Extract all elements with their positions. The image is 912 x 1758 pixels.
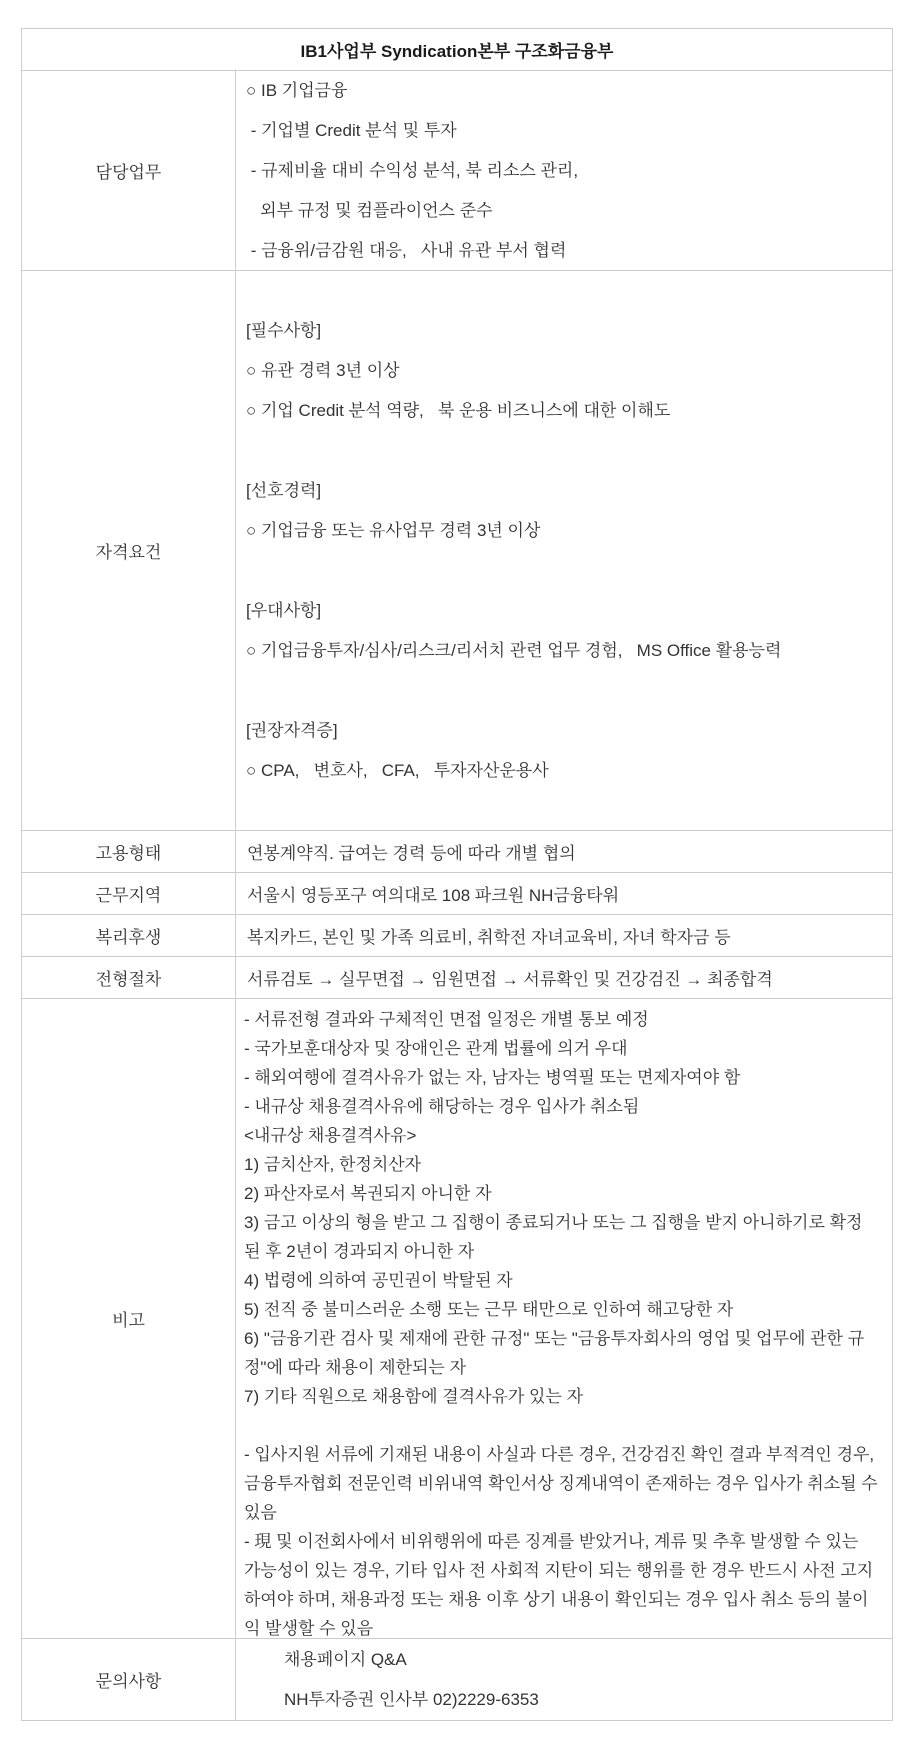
row-label-benefits: 복리후생 — [22, 915, 236, 956]
text-line: 1) 금치산자, 한정치산자 — [244, 1155, 422, 1174]
text-line — [244, 1411, 878, 1440]
text-line: 외부 규정 및 컴플라이언스 준수 — [246, 201, 493, 220]
row-label-duties: 담당업무 — [22, 71, 236, 270]
table-row — [22, 1638, 892, 1720]
job-posting-table — [21, 28, 893, 1721]
text-line — [246, 791, 880, 830]
text-line: 7) 기타 직원으로 채용함에 결격사유가 있는 자 — [244, 1387, 584, 1406]
row-content-notes — [236, 999, 892, 1638]
text-line — [246, 671, 880, 711]
row-content-qualifications — [236, 271, 892, 830]
text-line: ○ 기업금융 또는 유사업무 경력 3년 이상 — [246, 521, 541, 540]
row-label-contact: 문의사항 — [22, 1639, 236, 1720]
table-row — [22, 270, 892, 830]
text-line: 채용페이지 Q&A — [284, 1650, 407, 1669]
text-line: 3) 금고 이상의 형을 받고 그 집행이 종료되거나 또는 그 집행을 받지 아니하기로 확정된 후 2년이 경과되지 아니한 자 — [244, 1213, 863, 1261]
text-line: 서류검토 → 실무면접 → 임원면접 → 서류확인 및 건강검진 → 최종합격 — [247, 970, 773, 989]
text-line: <내규상 채용결격사유> — [244, 1126, 417, 1145]
row-content-contact — [236, 1639, 892, 1720]
text-line: - 기업별 Credit 분석 및 투자 — [246, 121, 457, 140]
text-line: [필수사항] — [246, 321, 322, 340]
text-line: ○ CPA, 변호사, CFA, 투자자산운용사 — [246, 761, 549, 780]
text-line: - 금융위/금감원 대응, 사내 유관 부서 협력 — [246, 241, 567, 260]
row-label-employment-type: 고용형태 — [22, 831, 236, 872]
text-line: 2) 파산자로서 복권되지 아니한 자 — [244, 1184, 492, 1203]
text-line: [선호경력] — [246, 481, 322, 500]
text-line — [246, 551, 880, 591]
row-content-benefits — [236, 915, 892, 956]
text-line: - 서류전형 결과와 구체적인 면접 일정은 개별 통보 예정 — [244, 1010, 649, 1029]
text-line: [권장자격증] — [246, 721, 338, 740]
text-line: NH투자증권 인사부 02)2229-6353 — [284, 1690, 539, 1709]
table-row — [22, 830, 892, 872]
text-line: 4) 법령에 의하여 공민권이 박탈된 자 — [244, 1271, 513, 1290]
text-line — [246, 271, 880, 311]
text-line: ○ 유관 경력 3년 이상 — [246, 361, 400, 380]
row-content-employment-type — [236, 831, 892, 872]
table-row — [22, 872, 892, 914]
text-line — [246, 431, 880, 471]
row-label-notes: 비고 — [22, 999, 236, 1638]
row-content-duties — [236, 71, 892, 270]
text-line: 서울시 영등포구 여의대로 108 파크원 NH금융타워 — [247, 886, 620, 905]
text-line: 5) 전직 중 불미스러운 소행 또는 근무 태만으로 인하여 해고당한 자 — [244, 1300, 734, 1319]
text-line: - 규제비율 대비 수익성 분석, 북 리소스 관리, — [246, 161, 579, 180]
text-line: [우대사항] — [246, 601, 322, 620]
text-line: ○ 기업 Credit 분석 역량, 북 운용 비즈니스에 대한 이해도 — [246, 401, 671, 420]
text-line: - 해외여행에 결격사유가 없는 자, 남자는 병역필 또는 면제자여야 함 — [244, 1068, 741, 1087]
row-content-work-location — [236, 873, 892, 914]
table-row — [22, 70, 892, 270]
table-row — [22, 956, 892, 998]
text-line: - 입사지원 서류에 기재된 내용이 사실과 다른 경우, 건강검진 확인 결과 부적격인 경우, 금융투자협회 전문인력 비위내역 확인서상 징계내역이 존재하는 경우 입사가 취소될 수 있음 — [244, 1445, 883, 1522]
row-label-qualifications: 자격요건 — [22, 271, 236, 830]
text-line: - 내규상 채용결격사유에 해당하는 경우 입사가 취소됨 — [244, 1097, 640, 1116]
row-label-work-location: 근무지역 — [22, 873, 236, 914]
table-row — [22, 29, 892, 70]
text-line: - 국가보훈대상자 및 장애인은 관계 법률에 의거 우대 — [244, 1039, 628, 1058]
table-row — [22, 914, 892, 956]
row-label-hiring-process: 전형절차 — [22, 957, 236, 998]
text-line: 연봉계약직. 급여는 경력 등에 따라 개별 협의 — [247, 844, 576, 863]
text-line: 복지카드, 본인 및 가족 의료비, 취학전 자녀교육비, 자녀 학자금 등 — [247, 928, 731, 947]
text-line: 6) "금융기관 검사 및 제재에 관한 규정" 또는 "금융투자회사의 영업 및 업무에 관한 규정"에 따라 채용이 제한되는 자 — [244, 1329, 865, 1377]
table-row — [22, 998, 892, 1638]
text-line: ○ IB 기업금융 — [246, 81, 348, 100]
page-title: IB1사업부 Syndication본부 구조화금융부 — [300, 42, 614, 61]
text-line: - 現 및 이전회사에서 비위행위에 따른 징계를 받았거나, 계류 및 추후 발생할 수 있는 가능성이 있는 경우, 기타 입사 전 사회적 지탄이 되는 행위를 한 경우 반드시 사전 고지하여야 하며, 채용과정 또는 채용 이후 상기 내용이 확인되는 경우 입사 취소 등의 불이익 발생할 수 있음 — [244, 1532, 874, 1638]
text-line: ○ 기업금융투자/심사/리스크/리서치 관련 업무 경험, MS Office 활용능력 — [246, 641, 782, 660]
row-content-hiring-process — [236, 957, 892, 998]
